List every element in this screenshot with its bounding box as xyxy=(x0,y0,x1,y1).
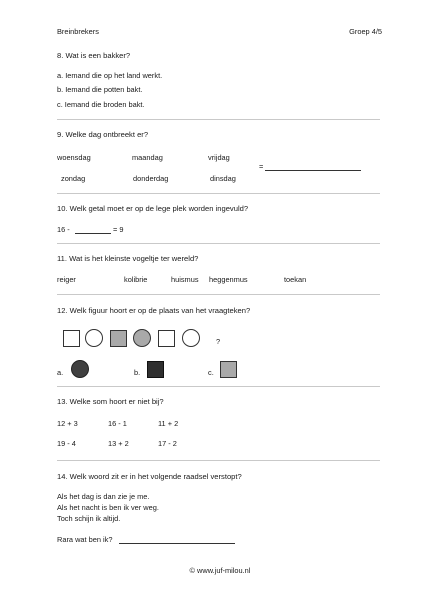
option-b-black-square[interactable] xyxy=(147,361,164,378)
q13-sum: 11 + 2 xyxy=(158,419,179,428)
q9-day: maandag xyxy=(132,153,163,162)
q11-option: huismus xyxy=(171,275,199,284)
question-10-title: 10. Welk getal moet er op de lege plek worden ingevuld? xyxy=(57,204,249,213)
q12-option-label-a: a. xyxy=(57,368,64,377)
q13-sum: 12 + 3 xyxy=(57,419,78,428)
divider xyxy=(57,460,380,461)
q10-answer-line[interactable] xyxy=(75,233,111,234)
sequence-white-square xyxy=(158,330,175,347)
q13-sum: 19 - 4 xyxy=(57,439,76,448)
q14-answer-line[interactable] xyxy=(119,543,235,544)
q11-option: reiger xyxy=(57,275,76,284)
question-9-title: 9. Welke dag ontbreekt er? xyxy=(57,130,149,139)
q13-sum: 13 + 2 xyxy=(108,439,129,448)
q8-option-c: c. Iemand die broden bakt. xyxy=(57,100,145,109)
header-title: Breinbrekers xyxy=(57,27,99,36)
question-14-title: 14. Welk woord zit er in het volgende raadsel verstopt? xyxy=(57,472,242,481)
q13-sum: 16 - 1 xyxy=(108,419,127,428)
divider xyxy=(57,243,380,244)
q9-day: dinsdag xyxy=(210,174,236,183)
divider xyxy=(57,294,380,295)
q10-right: = 9 xyxy=(113,225,124,234)
q8-option-a: a. Iemand die op het land werkt. xyxy=(57,71,163,80)
riddle-line: Toch schijn ik altijd. xyxy=(57,514,121,523)
question-12-title: 12. Welk figuur hoort er op de plaats van het vraagteken? xyxy=(57,306,251,315)
riddle-line: Als het dag is dan zie je me. xyxy=(57,492,150,501)
q9-answer-equals: = xyxy=(259,162,264,171)
question-mark: ? xyxy=(216,337,221,346)
q9-day: woensdag xyxy=(57,153,91,162)
sequence-white-circle xyxy=(182,329,200,347)
divider xyxy=(57,119,380,120)
question-8-title: 8. Wat is een bakker? xyxy=(57,51,131,60)
q10-left: 16 - xyxy=(57,225,70,234)
riddle-prompt: Rara wat ben ik? xyxy=(57,535,113,544)
option-c-gray-square[interactable] xyxy=(220,361,237,378)
sequence-gray-square xyxy=(110,330,127,347)
q9-answer-line[interactable] xyxy=(265,170,361,171)
divider xyxy=(57,386,380,387)
q9-day: donderdag xyxy=(133,174,169,183)
sequence-gray-circle xyxy=(133,329,151,347)
option-a-dark-circle[interactable] xyxy=(71,360,89,378)
question-11-title: 11. Wat is het kleinste vogeltje ter wereld? xyxy=(57,254,199,263)
divider xyxy=(57,193,380,194)
question-13-title: 13. Welke som hoort er niet bij? xyxy=(57,397,164,406)
header-group: Groep 4/5 xyxy=(349,27,382,36)
q12-option-label-b: b. xyxy=(134,368,141,377)
q11-option: heggenmus xyxy=(209,275,248,284)
sequence-white-square xyxy=(63,330,80,347)
q9-day: vrijdag xyxy=(208,153,230,162)
footer-copyright: © www.juf-milou.nl xyxy=(189,566,251,575)
q11-option: kolibrie xyxy=(124,275,148,284)
q13-sum: 17 - 2 xyxy=(158,439,177,448)
riddle-line: Als het nacht is ben ik ver weg. xyxy=(57,503,159,512)
q12-option-label-c: c. xyxy=(208,368,214,377)
q9-day: zondag xyxy=(61,174,86,183)
sequence-white-circle xyxy=(85,329,103,347)
q11-option: toekan xyxy=(284,275,307,284)
q8-option-b: b. Iemand die potten bakt. xyxy=(57,85,143,94)
